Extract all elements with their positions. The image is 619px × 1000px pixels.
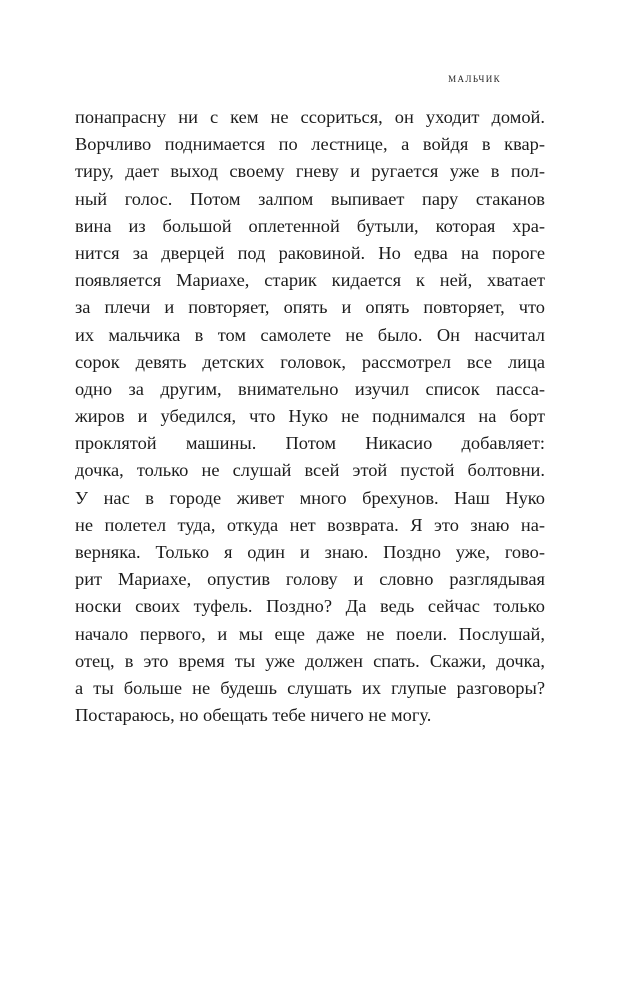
text-line: верняка. Только я один и знаю. Поздно уже, гово-	[75, 542, 545, 562]
body-text	[75, 104, 545, 729]
text-line: начало первого, и мы еще даже не поели. Послушай,	[75, 623, 545, 644]
text-line: тиру, дает выход своему гневу и ругается уже в пол-	[75, 161, 545, 182]
text-line: жиров и убедился, что Нуко не поднимался на борт	[75, 406, 545, 427]
text-line: одно за другим, внимательно изучил список пасса-	[75, 378, 545, 399]
text-line: вина из большой оплетенной бутыли, которая хра-	[75, 215, 545, 236]
text-line: а ты больше не будешь слушать их глупые разговоры?	[75, 677, 545, 698]
text-line: Постараюсь, но обещать тебе ничего не могу.	[75, 705, 432, 726]
text-line: У нас в городе живет много брехунов. Наш Нуко	[75, 487, 545, 508]
text-line: рит Мариахе, опустив голову и словно разглядывая	[75, 569, 545, 590]
text-line: за плечи и повторяет, опять и опять повторяет, что	[75, 297, 545, 318]
text-line: проклятой машины. Потом Никасио добавляет:	[75, 433, 545, 454]
text-line: не полетел туда, откуда нет возврата. Я это знаю на-	[75, 514, 545, 535]
text-line: дочка, только не слушай всей этой пустой болтовни.	[75, 460, 545, 481]
running-head: мальчик	[448, 71, 501, 85]
text-line: носки своих туфель. Поздно? Да ведь сейчас только	[75, 596, 545, 617]
text-line: их мальчика в том самолете не было. Он насчитал	[75, 324, 545, 345]
text-line: ный голос. Потом залпом выпивает пару стаканов	[75, 188, 545, 209]
text-line: отец, в это время ты уже должен спать. Скажи, дочка,	[75, 650, 545, 671]
text-line: появляется Мариахе, старик кидается к ней, хватает	[75, 270, 545, 291]
text-line: понапрасну ни с кем не ссориться, он уходит домой.	[75, 107, 545, 127]
text-line: Ворчливо поднимается по лестнице, а войдя в квар-	[75, 134, 545, 155]
text-line: нится за дверцей под раковиной. Но едва на пороге	[75, 242, 545, 263]
text-line: сорок девять детских головок, рассмотрел все лица	[75, 351, 545, 372]
